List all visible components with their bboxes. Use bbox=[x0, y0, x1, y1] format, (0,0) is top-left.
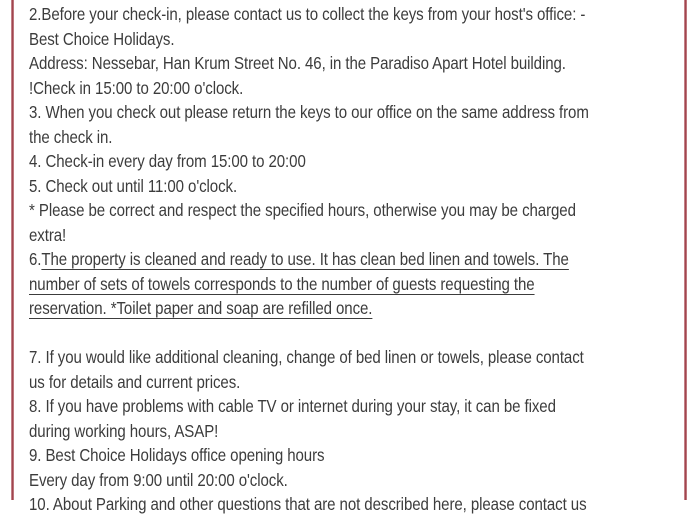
text-line bbox=[29, 468, 592, 493]
line-text: 9. Best Choice Holidays office opening hours bbox=[29, 445, 325, 465]
text-line bbox=[29, 394, 592, 419]
line-text: Every day from 9:00 until 20:00 o'clock. bbox=[29, 469, 288, 490]
line-text: The property is cleaned and ready to use. It has clean bed linen and towels. The bbox=[41, 249, 569, 269]
text-line bbox=[29, 223, 592, 248]
text-line bbox=[29, 76, 592, 101]
text-line bbox=[29, 345, 592, 370]
line-text: 2.Before your check-in, please contact us to collect the keys from your host's office: - bbox=[29, 4, 586, 24]
line-text: * Please be correct and respect the specified hours, otherwise you may be charged bbox=[29, 200, 576, 220]
line-text: Address: Nessebar, Han Krum Street No. 46, in the Paradiso Apart Hotel building. bbox=[29, 53, 566, 73]
text-line bbox=[29, 443, 592, 468]
text-line bbox=[29, 419, 592, 444]
text-line bbox=[29, 100, 592, 125]
line-text: extra! bbox=[29, 224, 67, 245]
right-border-line bbox=[684, 0, 687, 500]
line-text: Best Choice Holidays. bbox=[29, 28, 175, 49]
text-line bbox=[29, 198, 592, 223]
line-text: 5. Check out until 11:00 o'clock. bbox=[29, 175, 238, 196]
text-line bbox=[29, 51, 592, 76]
line-text: reservation. *Toilet paper and soap are refilled once. bbox=[29, 298, 373, 318]
text-line bbox=[29, 125, 592, 150]
line-text: !Check in 15:00 to 20:00 o'clock. bbox=[29, 77, 244, 98]
text-line bbox=[29, 247, 592, 272]
line-text: 8. If you have problems with cable TV or internet during your stay, it can be fixed bbox=[29, 396, 556, 416]
line-text: 7. If you would like additional cleaning, change of bed linen or towels, please contact bbox=[29, 347, 584, 367]
line-number-prefix: 6. bbox=[29, 249, 42, 269]
text-line bbox=[29, 272, 592, 297]
line-text: us for details and current prices. bbox=[29, 371, 241, 392]
line-text: during working hours, ASAP! bbox=[29, 420, 219, 441]
line-text: 10. About Parking and other questions that are not described here, please contact us bbox=[29, 494, 587, 514]
text-line bbox=[29, 296, 592, 321]
text-line bbox=[29, 27, 592, 52]
line-text: the check in. bbox=[29, 126, 113, 147]
document-content bbox=[29, 2, 684, 517]
blank-line bbox=[29, 321, 592, 346]
text-line bbox=[29, 2, 592, 27]
text-line bbox=[29, 149, 592, 174]
line-text: 3. When you check out please return the keys to our office on the same address from bbox=[29, 102, 589, 122]
text-line bbox=[29, 492, 592, 517]
text-line bbox=[29, 370, 592, 395]
line-text: number of sets of towels corresponds to the number of guests requesting the bbox=[29, 273, 535, 294]
line-text: 4. Check-in every day from 15:00 to 20:00 bbox=[29, 151, 306, 171]
left-border-line bbox=[11, 0, 14, 500]
text-line bbox=[29, 174, 592, 199]
